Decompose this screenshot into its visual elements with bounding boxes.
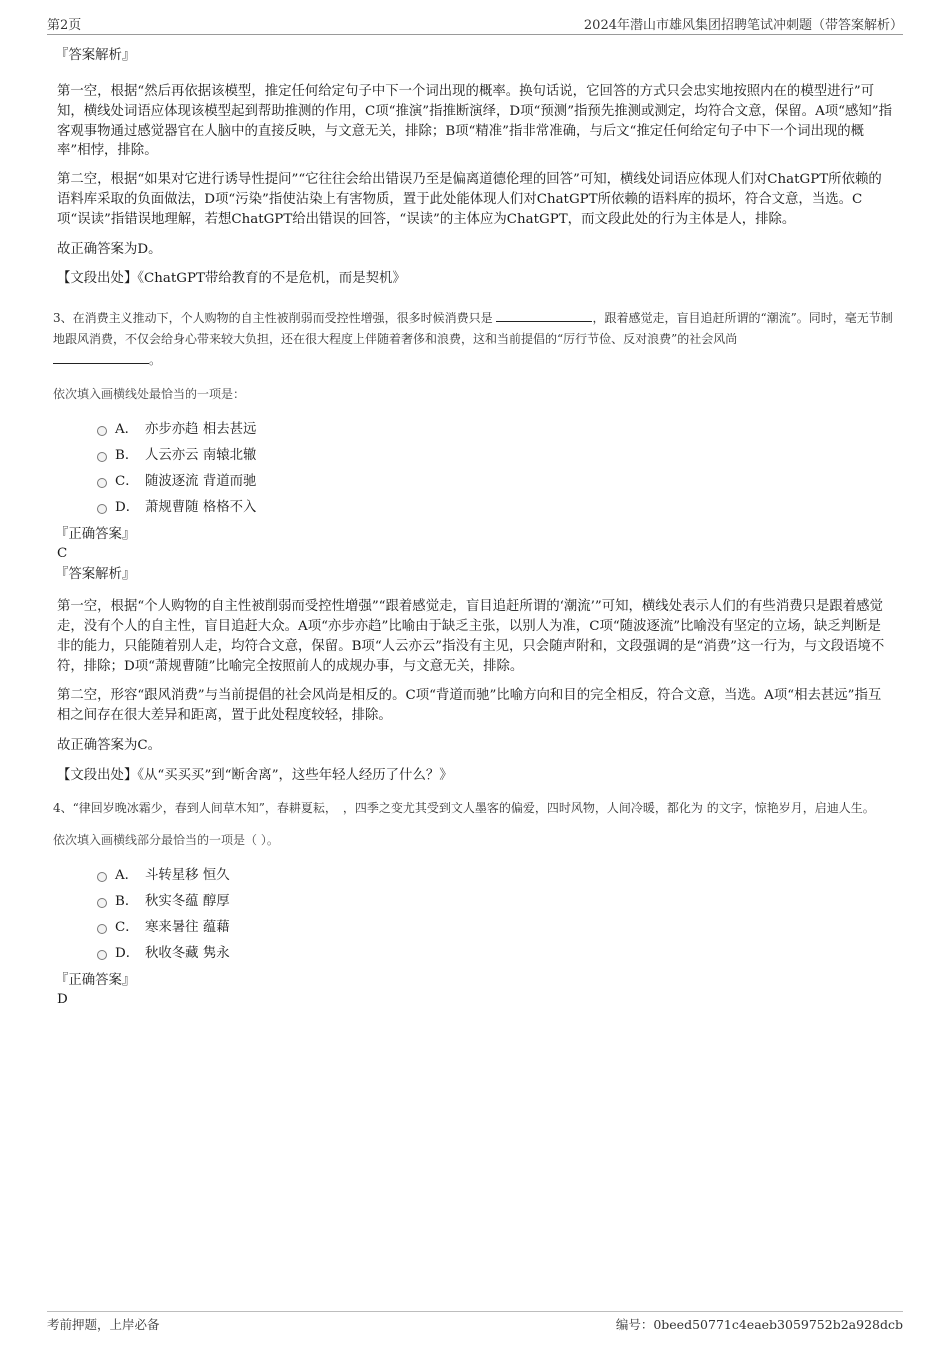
q3-source: 【文段出处】《从“买买买”到“断舍离”，这些年轻人经历了什么？》 — [57, 767, 453, 783]
q3-conclusion: 故正确答案为C。 — [57, 737, 161, 753]
q4-correct-label: 『正确答案』 — [55, 972, 136, 988]
radio-button[interactable] — [97, 950, 107, 960]
radio-button[interactable] — [97, 478, 107, 488]
q3-blank-1 — [496, 309, 592, 322]
q4-instruction: 依次填入画横线部分最恰当的一项是（ ）。 — [53, 832, 279, 847]
q3-correct-label: 『正确答案』 — [55, 527, 136, 543]
radio-button[interactable] — [97, 872, 107, 882]
q3-blank-2 — [53, 351, 149, 364]
q3-analysis-para1: 第一空，根据“个人购物的自主性被削弱而受控性增强”“跟着感觉走，盲目追赶所谓的‘潮流’”可知，横线处表示人们的有些消费只是跟着感觉走，没有个人的自主性，盲目追赶大众。A项“亦步亦趋”比喻由于缺乏主张，以别人为准，C项“随波逐流”比喻没有坚定的立场，缺乏判断是非的能力，只能随着别人走，均符合文意，保留。B项“人云亦云”指没有主见，只会随声附和，文段强调的是“消费”这一行为，与文段语境不符，排除；D项“萧规曹随”比喻完全按照前人的成规办事，与文意无关，排除。 — [57, 599, 885, 674]
q2-analysis-label: 『答案解析』 — [55, 48, 136, 63]
q3-options — [97, 417, 893, 521]
q4-option-c[interactable]: C． 寒来暑往 蕴藉 — [97, 915, 893, 941]
q2-conclusion: 故正确答案为D。 — [57, 241, 162, 257]
q4-option-a[interactable]: A． 斗转星移 恒久 — [97, 863, 893, 889]
q2-source: 【文段出处】《ChatGPT带给教育的不是危机，而是契机》 — [57, 271, 406, 287]
q4-correct-answer: D — [57, 991, 68, 1007]
radio-button[interactable] — [97, 504, 107, 514]
q3-analysis-label: 『答案解析』 — [55, 567, 136, 583]
q4-stem: 4、“律回岁晚冰霜少，春到人间草木知”，春耕夏耘， ，四季之变尤其受到文人墨客的偏爱，四时风物，人间冷暖，都化为 的文字，惊艳岁月，启迪人生。 — [53, 800, 875, 815]
document-id: 编号：0beed50771c4eaeb3059752b2a928dcb — [615, 1317, 903, 1332]
radio-button[interactable] — [97, 898, 107, 908]
q4-options — [97, 863, 893, 967]
page-content — [53, 46, 893, 1009]
q2-analysis-para1: 第一空，根据“然后再依据该模型，推定任何给定句子中下一个词出现的概率。换句话说，它回答的方式只会忠实地按照内在的模型进行”可知，横线处词语应体现该模型起到帮助推测的作用，C项“推演”指推断演绎，D项“预测”指预先推测或测定，均符合文意，保留。A项“感知”指客观事物通过感觉器官在人脑中的直接反映，与文意无关，排除；B项“精准”指非常准确，与后文“推定任何给定句子中下一个词出现的概率”相悖，排除。 — [57, 84, 892, 159]
q3-correct-answer: C — [57, 546, 68, 562]
q3-option-c[interactable]: C． 随波逐流 背道而驰 — [97, 469, 893, 495]
q3-option-a[interactable]: A． 亦步亦趋 相去甚远 — [97, 417, 893, 443]
radio-button[interactable] — [97, 924, 107, 934]
q2-analysis-para2: 第二空，根据“如果对它进行诱导性提问”“它往往会给出错误乃至是偏离道德伦理的回答”可知，横线处词语应体现人们对ChatGPT所依赖的语料库采取的负面做法，D项“污染”指使沾染上有害物质，置于此处能体现人们对ChatGPT所依赖的语料库的损坏，符合文意，当选。C项“误读”指错误地理解，若想ChatGPT给出错误的回答，“误读”的主体应为ChatGPT，而文段此处的行为主体是人，排除。 — [57, 172, 882, 227]
q3-stem: 3、在消费主义推动下，个人购物的自主性被削弱而受控性增强，很多时候消费只是 ，跟着感觉走，盲目追赶所谓的“潮流”。同时，毫无节制地跟风消费，不仅会给身心带来较大负担，还在很大程度上伴随着奢侈和浪费，这和当前提倡的“厉行节俭、反对浪费”的社会风尚 。 — [53, 311, 893, 368]
document-title: 2024年潜山市雄风集团招聘笔试冲刺题（带答案解析） — [583, 18, 903, 33]
q3-instruction: 依次填入画横线处最恰当的一项是： — [53, 387, 246, 402]
q3-option-d[interactable]: D． 萧规曹随 格格不入 — [97, 495, 893, 521]
radio-button[interactable] — [97, 426, 107, 436]
radio-button[interactable] — [97, 452, 107, 462]
q3-option-b[interactable]: B． 人云亦云 南辕北辙 — [97, 443, 893, 469]
q4-option-d[interactable]: D． 秋收冬藏 隽永 — [97, 941, 893, 967]
page-header — [47, 14, 903, 35]
page-footer — [47, 1311, 903, 1335]
footer-slogan: 考前押题，上岸必备 — [47, 1317, 160, 1332]
q3-analysis-para2: 第二空，形容“跟风消费”与当前提倡的社会风尚是相反的。C项“背道而驰”比喻方向和目的完全相反，符合文意，当选。A项“相去甚远”指互相之间存在很大差异和距离，置于此处程度较轻，排除。 — [57, 688, 882, 724]
q4-option-b[interactable]: B． 秋实冬蕴 醇厚 — [97, 889, 893, 915]
page-number: 第2页 — [47, 18, 82, 33]
